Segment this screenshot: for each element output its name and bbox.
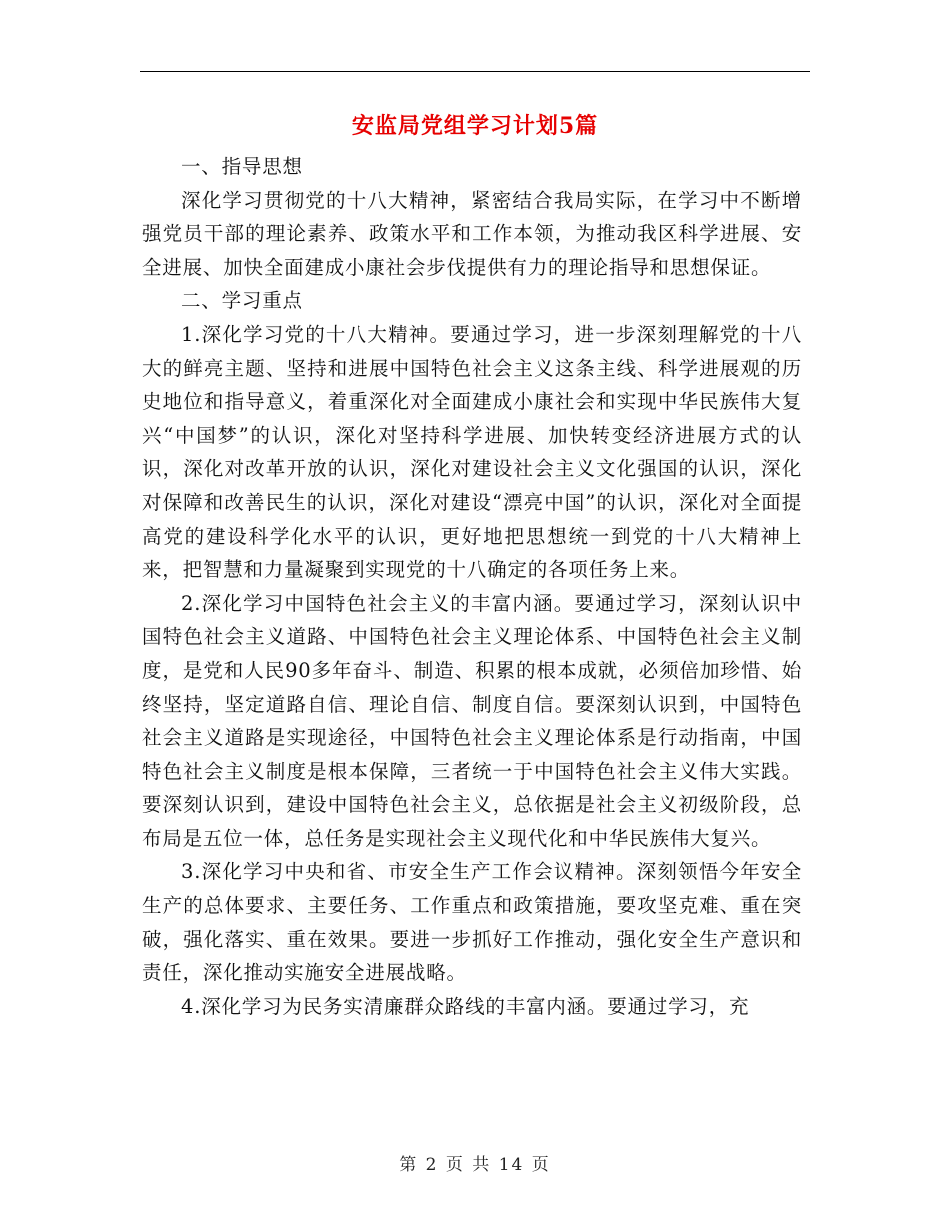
paragraph: 1.深化学习党的十八大精神。要通过学习，进一步深刻理解党的十八大的鲜亮主题、坚持和进展中国特色社会主义这条主线、科学进展观的历史地位和指导意义，着重深化对全面建成小康社会和实现中华民族伟大复兴“中国梦”的认识，深化对坚持科学进展、加快转变经济进展方式的认识，深化对改革开放的认识，深化对建设社会主义文化强国的认识，深化对保障和改善民生的认识，深化对建设“漂亮中国”的认识，深化对全面提高党的建设科学化水平的认识，更好地把思想统一到党的十八大精神上来，把智慧和力量凝聚到实现党的十八确定的各项任务上来。 bbox=[142, 322, 802, 582]
paragraph: 4.深化学习为民务实清廉群众路线的丰富内涵。要通过学习，充 bbox=[181, 994, 750, 1018]
paragraph: 2.深化学习中国特色社会主义的丰富内涵。要通过学习，深刻认识中国特色社会主义道路、中国特色社会主义理论体系、中国特色社会主义制度，是党和人民90多年奋斗、制造、积累的根本成就，必须倍加珍惜、始终坚持，坚定道路自信、理论自信、制度自信。要深刻认识到，中国特色社会主义道路是实现途径，中国特色社会主义理论体系是行动指南，中国特色社会主义制度是根本保障，三者统一于中国特色社会主义伟大实践。要深刻认识到，建设中国特色社会主义，总依据是社会主义初级阶段，总布局是五位一体，总任务是实现社会主义现代化和中华民族伟大复兴。 bbox=[142, 591, 802, 850]
document-body bbox=[142, 150, 802, 1023]
paragraph: 深化学习贯彻党的十八大精神，紧密结合我局实际，在学习中不断增强党员干部的理论素养、政策水平和工作本领，为推动我区科学进展、安全进展、加快全面建成小康社会步伐提供有力的理论指导和思想保证。 bbox=[142, 188, 802, 279]
section-heading: 一、指导思想 bbox=[181, 155, 303, 178]
paragraph: 3.深化学习中央和省、市安全生产工作会议精神。深刻领悟今年安全生产的总体要求、主要任务、工作重点和政策措施，要攻坚克难、重在突破，强化落实、重在效果。要进一步抓好工作推动，强化安全生产意识和责任，深化推动实施安全进展战略。 bbox=[142, 860, 802, 985]
section-heading: 二、学习重点 bbox=[181, 289, 303, 313]
document-title: 安监局党组学习计划5篇 bbox=[351, 113, 599, 139]
header-rule bbox=[140, 71, 810, 72]
page-number: 第 2 页 共 14 页 bbox=[399, 1155, 551, 1175]
